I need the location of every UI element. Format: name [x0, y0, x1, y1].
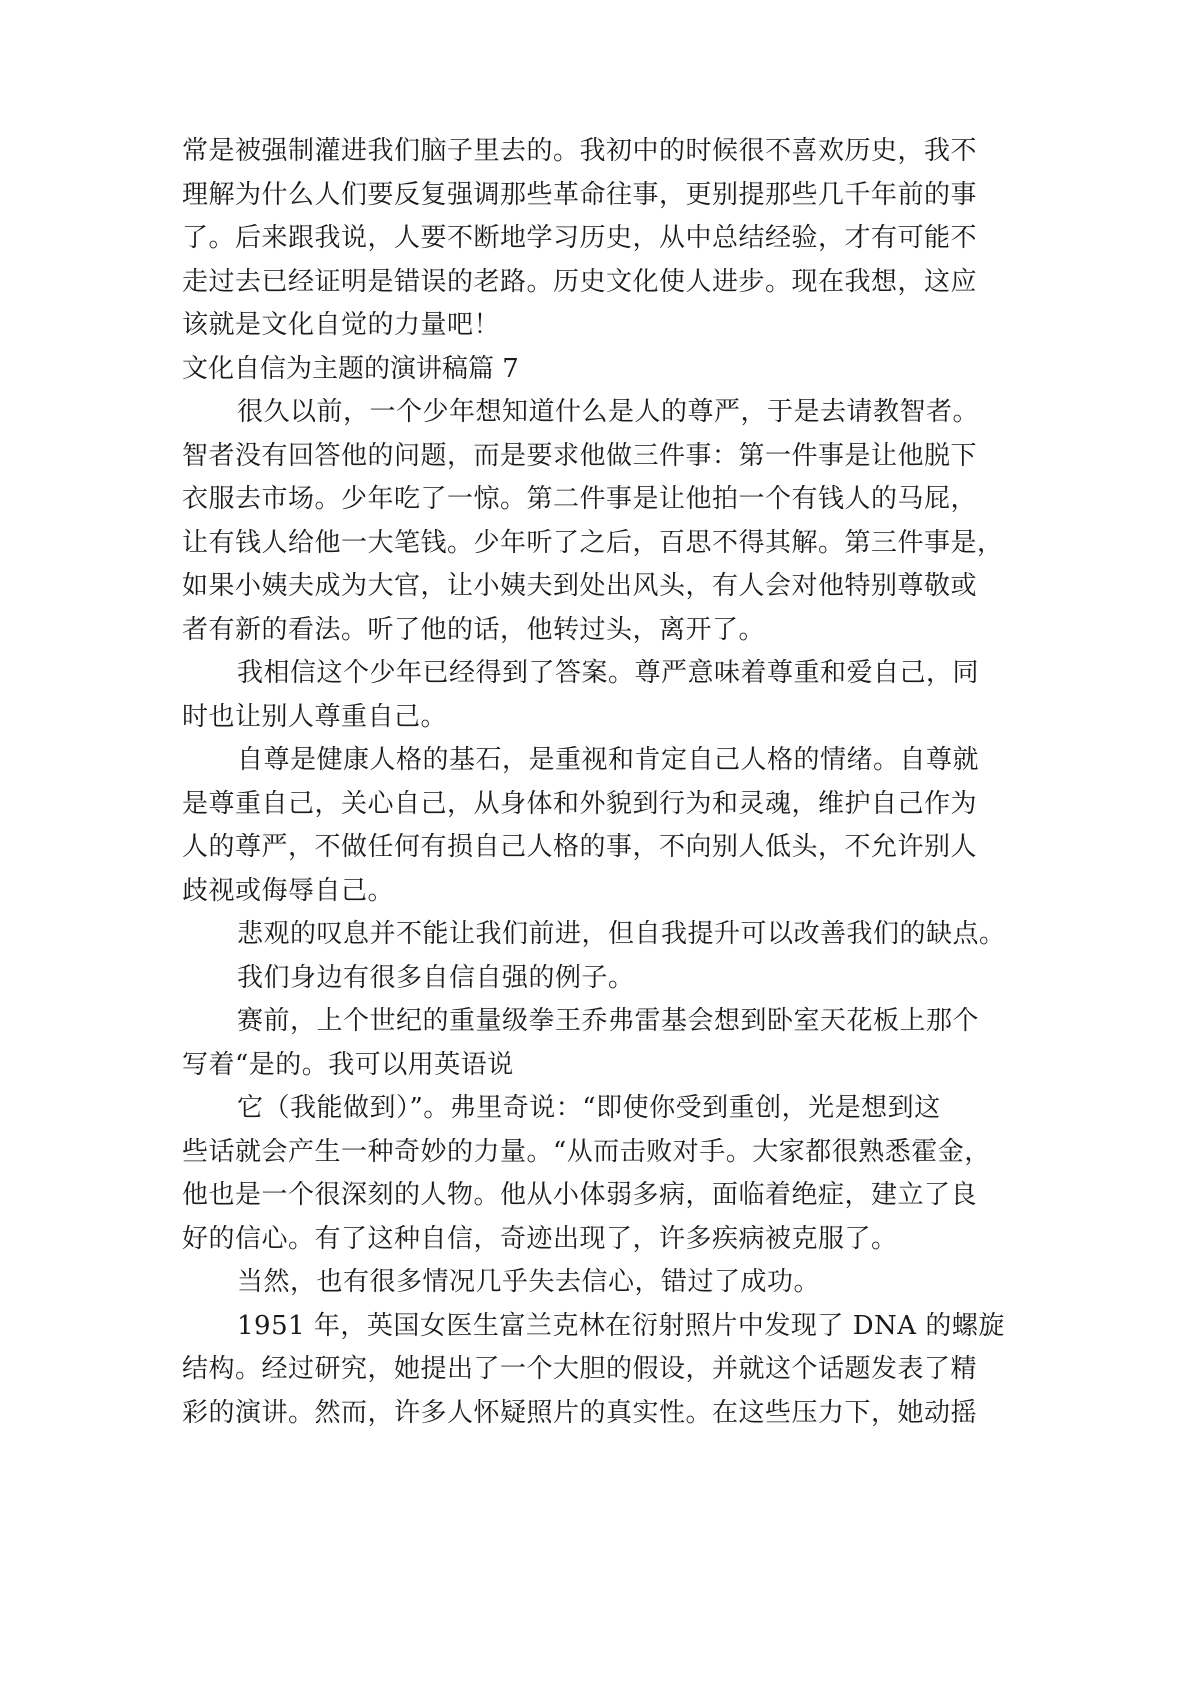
paragraph-line: 时也让别人尊重自己。	[182, 701, 448, 732]
paragraph-line: 歧视或侮辱自己。	[182, 875, 395, 906]
paragraph-line: 写着“是的。我可以用英语说	[182, 1049, 514, 1080]
paragraph-line: 很久以前，一个少年想知道什么是人的尊严，于是去请教智者。	[237, 397, 980, 427]
paragraph-line: 我相信这个少年已经得到了答案。尊严意味着尊重和爱自己，同	[237, 658, 980, 688]
section-heading: 文化自信为主题的演讲稿篇 7	[182, 353, 519, 384]
paragraph-line: 它（我能做到）”。弗里奇说：“即使你受到重创，光是想到这	[237, 1093, 941, 1123]
document-body	[182, 130, 1022, 1435]
paragraph-line: 好的信心。有了这种自信，奇迹出现了，许多疾病被克服了。	[182, 1223, 898, 1254]
paragraph-line: 当然，也有很多情况几乎失去信心，错过了成功。	[237, 1267, 821, 1297]
paragraph-line: 是尊重自己，关心自己，从身体和外貌到行为和灵魂，维护自己作为	[182, 788, 978, 819]
paragraph-line: 者有新的看法。听了他的话，他转过头，离开了。	[182, 614, 766, 645]
paragraph-line: 人的尊严，不做任何有损自己人格的事，不向别人低头，不允许别人	[182, 832, 978, 862]
paragraph-line: 该就是文化自觉的力量吧！	[182, 310, 501, 340]
paragraph-line: 了。后来跟我说，人要不断地学习历史，从中总结经验，才有可能不	[182, 223, 978, 253]
paragraph-line: 他也是一个很深刻的人物。他从小体弱多病，面临着绝症，建立了良	[182, 1180, 978, 1210]
paragraph-line: 智者没有回答他的问题，而是要求他做三件事：第一件事是让他脱下	[182, 440, 978, 471]
paragraph-line: 些话就会产生一种奇妙的力量。“从而击败对手。大家都很熟悉霍金，	[182, 1136, 991, 1167]
paragraph-line: 走过去已经证明是错误的老路。历史文化使人进步。现在我想，这应	[182, 266, 978, 297]
paragraph-line: 赛前，上个世纪的重量级拳王乔弗雷基会想到卧室天花板上那个	[237, 1006, 980, 1036]
paragraph-line: 结构。经过研究，她提出了一个大胆的假设，并就这个话题发表了精	[182, 1354, 978, 1384]
paragraph-line: 理解为什么人们要反复强调那些革命往事，更别提那些几千年前的事	[182, 179, 978, 210]
paragraph-line: 悲观的叹息并不能让我们前进，但自我提升可以改善我们的缺点。	[237, 919, 1006, 949]
paragraph-line: 1951 年，英国女医生富兰克林在衍射照片中发现了 DNA 的螺旋	[237, 1310, 1005, 1341]
paragraph-line: 常是被强制灌进我们脑子里去的。我初中的时候很不喜欢历史，我不	[182, 136, 978, 166]
paragraph-line: 衣服去市场。少年吃了一惊。第二件事是让他拍一个有钱人的马屁，	[182, 484, 978, 514]
paragraph-line: 如果小姨夫成为大官，让小姨夫到处出风头，有人会对他特别尊敬或	[182, 571, 978, 601]
paragraph-line: 彩的演讲。然而，许多人怀疑照片的真实性。在这些压力下，她动摇	[182, 1397, 978, 1428]
paragraph-line: 自尊是健康人格的基石，是重视和肯定自己人格的情绪。自尊就	[237, 745, 980, 775]
paragraph-line: 让有钱人给他一大笔钱。少年听了之后，百思不得其解。第三件事是，	[182, 527, 1004, 558]
paragraph-line: 我们身边有很多自信自强的例子。	[237, 962, 635, 993]
